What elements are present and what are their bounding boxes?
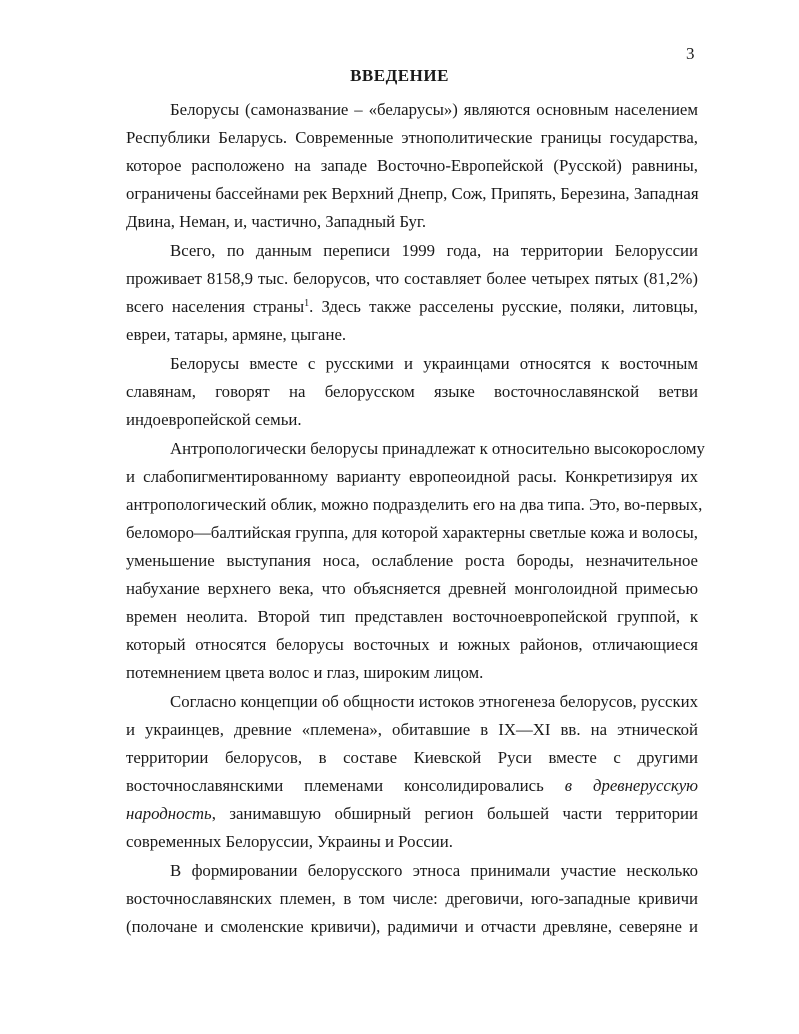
text-line: набухание верхнего века, что объясняется древней монголоидной примесью <box>126 579 698 598</box>
text-line: индоевропейской семьи. <box>126 410 302 429</box>
text-line: территории белорусов, в составе Киевской Руси вместе с другими <box>126 748 698 767</box>
text-line: ограничены бассейнами рек Верхний Днепр, Сож, Припять, Березина, Западная <box>126 184 699 203</box>
text-line: Белорусы (самоназвание – «беларусы») являются основным населением <box>170 100 698 119</box>
text-line: Республики Беларусь. Современные этнополитические границы государства, <box>126 128 698 147</box>
text-segment: восточнославянскими племенами консолидировались <box>126 776 565 795</box>
text-line: Антропологически белорусы принадлежат к относительно высокорослому <box>170 439 705 458</box>
page-number: 3 <box>686 44 695 63</box>
text-segment: всего населения страны <box>126 297 305 316</box>
text-line: В формировании белорусского этноса принимали участие несколько <box>170 861 698 880</box>
text-segment: . Здесь также расселены русские, поляки, литовцы, <box>309 297 698 316</box>
text-line: проживает 8158,9 тыс. белорусов, что составляет более четырех пятых (81,2%) <box>126 269 698 288</box>
text-line: беломоро—балтийская группа, для которой характерны светлые кожа и волосы, <box>126 523 699 542</box>
text-line: Согласно концепции об общности истоков этногенеза белорусов, русских <box>170 692 698 711</box>
text-line: восточнославянских племен, в том числе: дреговичи, юго-западные кривичи <box>126 889 698 908</box>
text-line: которое расположено на западе Восточно-Европейской (Русской) равнины, <box>126 156 698 175</box>
text-line: Двина, Неман, и, частично, Западный Буг. <box>126 212 427 231</box>
text-segment: , занимавшую обширный регион большей части территории <box>211 804 698 823</box>
italic-term: в древнерусскую <box>564 776 698 795</box>
text-line: и украинцев, древние «племена», обитавшие в IX—XI вв. на этнической <box>126 720 698 739</box>
text-line: современных Белоруссии, Украины и России. <box>126 832 453 851</box>
text-line: Всего, по данным переписи 1999 года, на территории Белоруссии <box>170 241 698 260</box>
text-line: антропологический облик, можно подразделить его на два типа. Это, во-первых, <box>126 495 703 514</box>
text-line: (полочане и смоленские кривичи), радимичи и отчасти древляне, северяне и <box>126 917 698 936</box>
text-line: уменьшение выступания носа, ослабление роста бороды, незначительное <box>126 551 698 570</box>
text-line <box>126 297 698 317</box>
text-line <box>126 776 698 796</box>
text-line: который относятся белорусы восточных и южных районов, отличающиеся <box>126 635 698 654</box>
italic-term: народность <box>126 804 212 823</box>
text-line: Белорусы вместе с русскими и украинцами относятся к восточным <box>170 354 698 373</box>
text-line <box>126 804 698 824</box>
page-title: ВВЕДЕНИЕ <box>350 66 449 85</box>
text-line: и слабопигментированному варианту европеоидной расы. Конкретизируя их <box>126 467 698 486</box>
text-line: времен неолита. Второй тип представлен восточноевропейской группой, к <box>126 607 698 626</box>
text-line: потемнением цвета волос и глаз, широким лицом. <box>126 663 484 682</box>
footnote-mark: 1 <box>304 298 310 309</box>
text-line: евреи, татары, армяне, цыгане. <box>126 325 347 344</box>
text-line: славянам, говорят на белорусском языке восточнославянской ветви <box>126 382 698 401</box>
